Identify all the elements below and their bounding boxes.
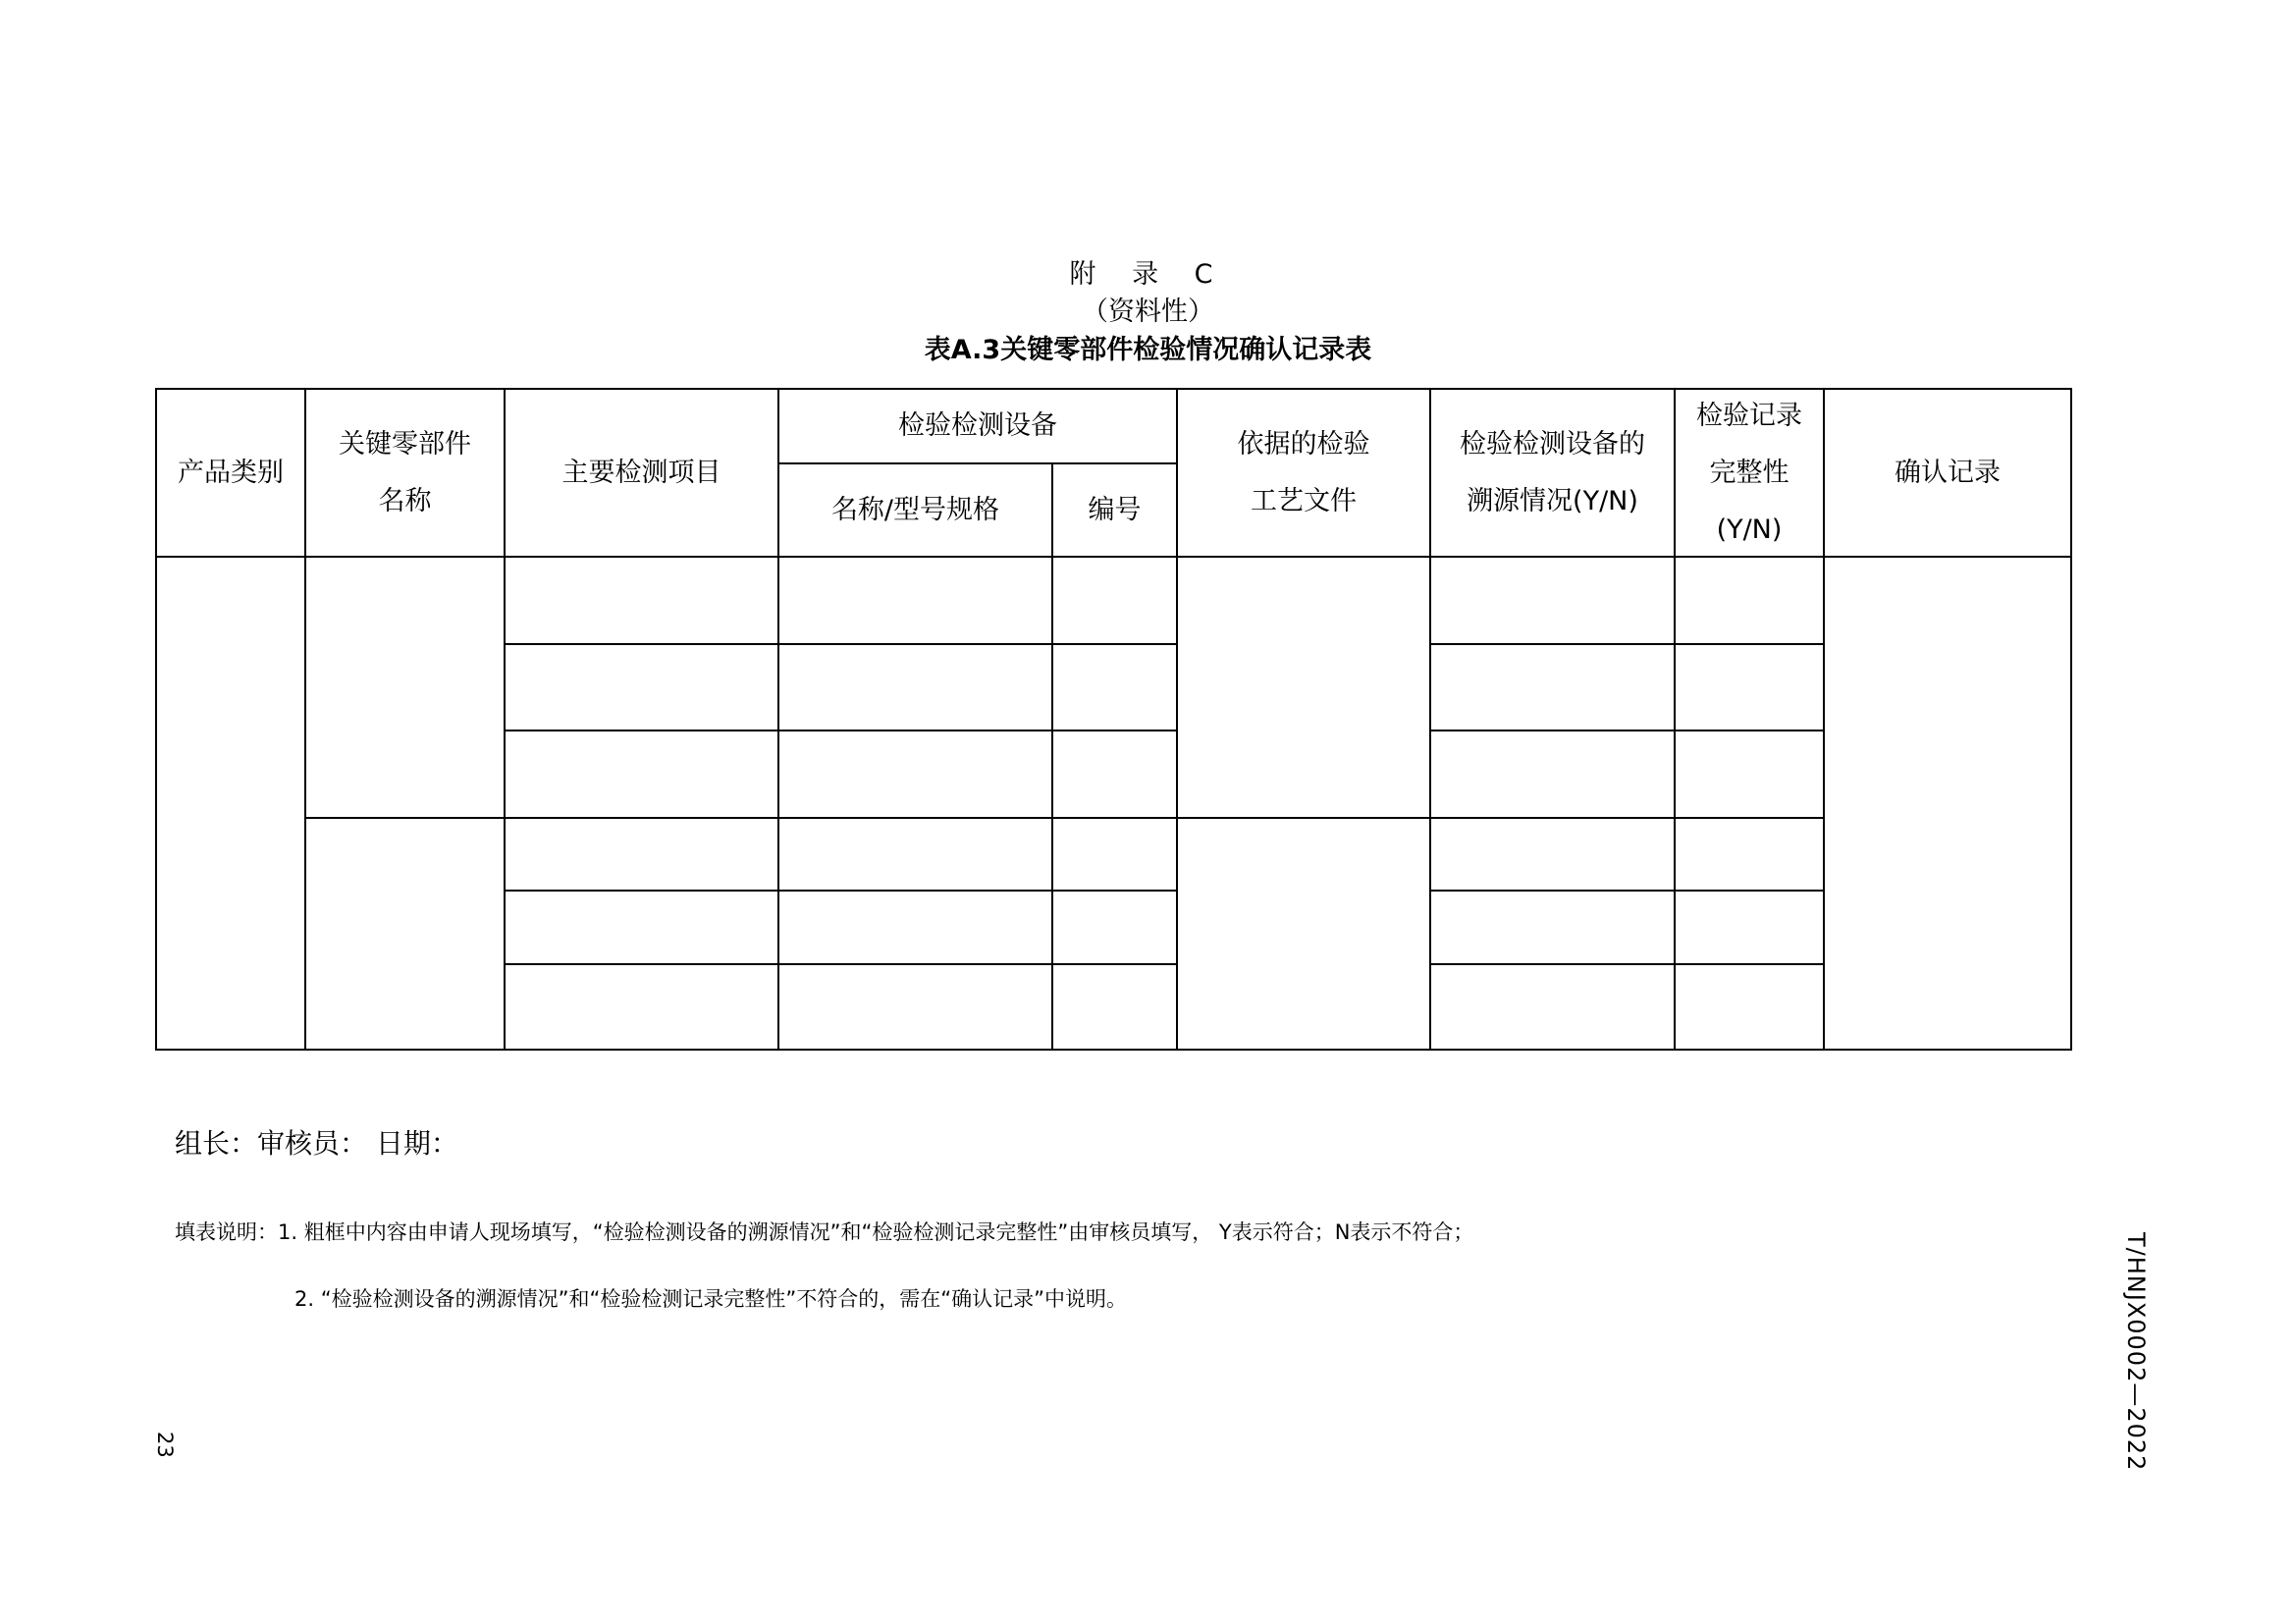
header-equipment-number: 编号 [1088, 494, 1142, 525]
header-record-complete: 检验记录完整性(Y/N) [1696, 400, 1802, 545]
appendix-nature: （资料性） [1082, 297, 1214, 327]
header-product-category: 产品类别 [178, 457, 284, 488]
signoff-line: 组长：审核员： 日期： [175, 1127, 458, 1160]
header-equipment-group: 检验检测设备 [898, 410, 1057, 441]
fill-note-2: 2. “检验检测设备的溯源情况”和“检验检测记录完整性”不符合的，需在“确认记录”中说明。 [294, 1287, 1127, 1311]
document-id: T/HNJX0002—2022 [2122, 1232, 2150, 1472]
table-title: 表A.3关键零部件检验情况确认记录表 [924, 335, 1372, 365]
header-confirmation: 确认记录 [1895, 457, 2001, 488]
header-traceability: 检验检测设备的溯源情况(Y/N) [1460, 428, 1645, 516]
header-part-name: 关键零部件名称 [339, 428, 471, 516]
appendix-label: 附 录 C [1069, 259, 1227, 290]
page-number: 23 [153, 1432, 177, 1458]
header-main-items: 主要检测项目 [561, 457, 721, 488]
header-equipment-name: 名称/型号规格 [830, 494, 1000, 525]
fill-note-1: 填表说明：1. 粗框中内容由申请人现场填写，“检验检测设备的溯源情况”和“检验检测记录完整性”由审核员填写， Y表示符合；N表示不符合； [175, 1220, 1474, 1244]
header-process-doc: 依据的检验工艺文件 [1237, 428, 1370, 516]
